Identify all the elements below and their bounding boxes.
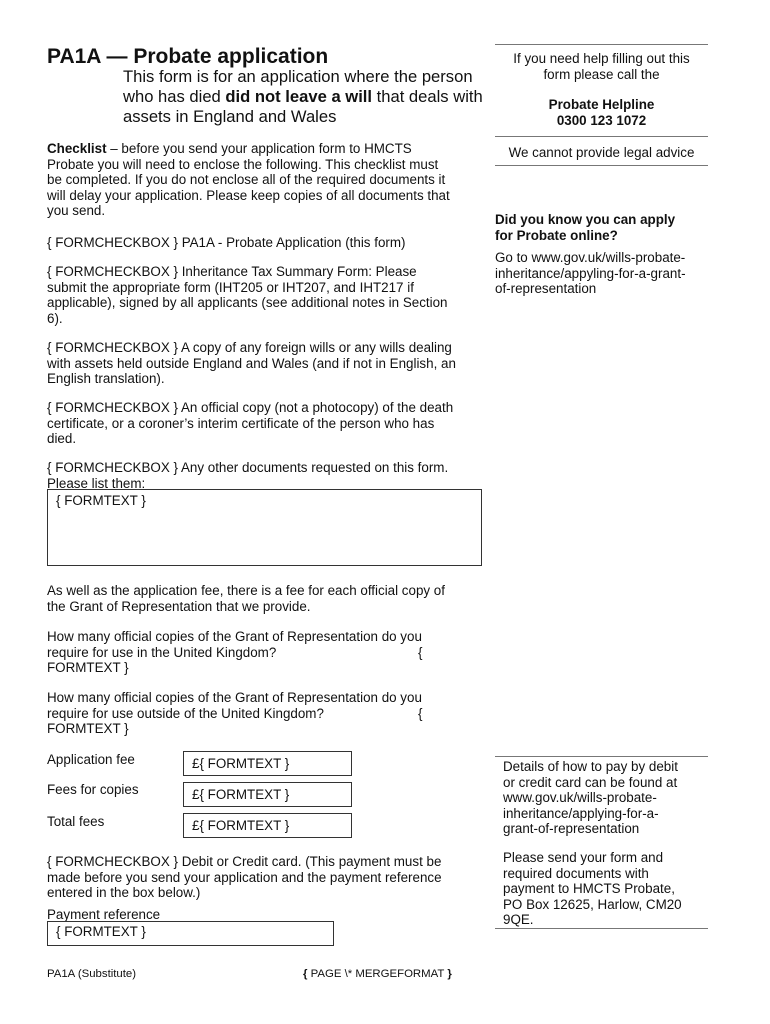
sidebar-divider-low	[495, 165, 708, 166]
checklist-item-text: submit the appropriate form (IHT205 or IHT207, and IHT217 if	[47, 279, 414, 295]
checklist-item-text: Inheritance Tax Summary Form: Please	[177, 264, 417, 279]
send-info	[503, 850, 682, 928]
checklist-item-other-docs[interactable]	[47, 460, 448, 491]
online-heading-1: Did you know you can apply	[495, 212, 676, 227]
pay-text-1: Details of how to pay by debit	[503, 759, 678, 774]
formtext-field: { FORMTEXT }	[56, 493, 146, 508]
checklist-item-text: Please list them:	[47, 475, 146, 491]
online-text-3: of-representation	[495, 281, 597, 297]
checklist-item-text: applicable), signed by all applicants (see additional notes in Section	[47, 295, 448, 311]
checklist-intro-5: you send.	[47, 203, 106, 219]
pay-text-5: grant-of-representation	[503, 821, 640, 837]
formtext-field: { FORMTEXT }	[56, 924, 146, 939]
checklist-item-text: An official copy (not a photocopy) of the death	[177, 400, 454, 415]
checklist-item-text: English translation).	[47, 371, 165, 387]
checklist-item-text: died.	[47, 431, 77, 447]
uk-copies-field-open[interactable]: {	[418, 644, 423, 660]
checkbox-field[interactable]: { FORMCHECKBOX }	[47, 460, 178, 475]
outside-copies-question	[47, 690, 487, 737]
checklist-label: Checklist	[47, 141, 107, 156]
fees-intro	[47, 583, 445, 614]
send-text-5: 9QE.	[503, 912, 534, 928]
footer-page-field	[303, 968, 452, 980]
checkbox-field[interactable]: { FORMCHECKBOX }	[47, 400, 178, 415]
checklist-item-text: A copy of any foreign wills or any wills dealing	[177, 340, 452, 355]
subtitle-part1: This form is for an application where the person who has died	[123, 67, 473, 106]
uk-question-1: How many official copies of the Grant of Representation do you	[47, 629, 422, 644]
checklist-intro-4: will delay your application. Please keep copies of all documents that	[47, 187, 450, 203]
page-title: PA1A — Probate application	[47, 45, 329, 68]
sidebar-divider-bottom	[495, 928, 708, 929]
online-text-2: inheritance/appyling-for-a-grant-	[495, 265, 686, 281]
checklist-item-text: with assets held outside England and Wales (and if not in English, an	[47, 355, 456, 371]
helpline-block	[495, 97, 708, 128]
send-text-4: PO Box 12625, Harlow, CM20	[503, 896, 682, 912]
checkbox-field[interactable]: { FORMCHECKBOX }	[47, 264, 178, 279]
online-heading	[495, 212, 675, 243]
uk-question-2: require for use in the United Kingdom?	[47, 644, 277, 660]
payment-reference-input[interactable]	[47, 921, 334, 946]
other-documents-textarea[interactable]	[47, 489, 482, 566]
outside-question-1: How many official copies of the Grant of Representation do you	[47, 690, 422, 705]
page-subtitle	[123, 67, 503, 127]
help-text	[495, 51, 708, 82]
send-text-2: required documents with	[503, 865, 649, 881]
send-text-3: payment to HMCTS Probate,	[503, 881, 675, 897]
pay-text-3: www.gov.uk/wills-probate-	[503, 790, 657, 806]
application-fee-label: Application fee	[47, 752, 135, 767]
outside-question-2: require for use outside of the United Kingdom?	[47, 705, 324, 721]
sidebar-divider-top	[495, 44, 708, 45]
checklist-item-iht[interactable]	[47, 264, 447, 326]
checklist-item-foreign-wills[interactable]	[47, 340, 456, 387]
pay-text-2: or credit card can be found at	[503, 774, 678, 790]
online-link-text	[495, 250, 686, 297]
fees-intro-1: As well as the application fee, there is a fee for each official copy of	[47, 583, 445, 598]
copies-fee-label: Fees for copies	[47, 782, 139, 797]
no-legal-advice: We cannot provide legal advice	[508, 145, 695, 160]
pay-info	[503, 759, 678, 837]
uk-copies-field[interactable]: FORMTEXT }	[47, 660, 129, 676]
subtitle-part2: that deals with assets in England and Wales	[123, 87, 483, 126]
footer-form-code: PA1A (Substitute)	[47, 968, 137, 980]
uk-copies-question	[47, 629, 487, 676]
help-line-2: form please call the	[543, 66, 660, 82]
send-text-1: Please send your form and	[503, 850, 664, 865]
checklist-item-text: certificate, or a coroner’s interim certificate of the person who has	[47, 415, 435, 431]
checklist-item-text: Any other documents requested on this form.	[177, 460, 449, 475]
checklist-item-text: PA1A - Probate Application (this form)	[177, 235, 406, 250]
page-field-code: PAGE \* MERGEFORMAT	[310, 968, 448, 980]
page-brace-open: {	[303, 968, 311, 980]
helpline-name: Probate Helpline	[548, 97, 655, 112]
checklist-item-pa1a[interactable]	[47, 235, 405, 251]
payment-reference-label: Payment reference	[47, 907, 161, 922]
online-heading-2: for Probate online?	[495, 227, 618, 243]
fees-intro-2: the Grant of Representation that we provide.	[47, 598, 311, 614]
card-text-3: entered in the box below.)	[47, 885, 201, 901]
sidebar-divider-mid	[495, 136, 708, 137]
online-text-1: Go to www.gov.uk/wills-probate-	[495, 250, 686, 265]
outside-copies-field-open[interactable]: {	[418, 705, 423, 721]
checklist-intro-3: be completed. If you do not enclose all of the required documents it	[47, 172, 446, 188]
checklist-item-text: 6).	[47, 310, 63, 326]
checklist-intro-2: Probate you will need to enclose the following. This checklist must	[47, 156, 439, 172]
copies-fee-input[interactable]: £{ FORMTEXT }	[183, 782, 352, 807]
application-fee-input[interactable]: £{ FORMTEXT }	[183, 751, 352, 776]
subtitle-bold: did not leave a will	[225, 87, 373, 106]
checklist-intro	[47, 141, 450, 219]
checklist-intro-1: – before you send your application form to HMCTS	[106, 141, 412, 156]
total-fees-input[interactable]: £{ FORMTEXT }	[183, 813, 352, 838]
card-text-1: Debit or Credit card. (This payment must be	[177, 854, 442, 869]
helpline-number: 0300 123 1072	[556, 112, 647, 128]
checkbox-field[interactable]: { FORMCHECKBOX }	[47, 854, 178, 869]
card-payment-item[interactable]	[47, 854, 442, 901]
card-text-2: made before you send your application and the payment reference	[47, 869, 442, 885]
outside-copies-field[interactable]: FORMTEXT }	[47, 721, 129, 737]
pay-text-4: inheritance/applying-for-a-	[503, 805, 659, 821]
checklist-item-death-cert[interactable]	[47, 400, 453, 447]
sidebar-divider-pay	[495, 756, 708, 757]
help-line-1: If you need help filling out this	[513, 51, 690, 66]
total-fees-label: Total fees	[47, 814, 105, 829]
checkbox-field[interactable]: { FORMCHECKBOX }	[47, 235, 178, 250]
checkbox-field[interactable]: { FORMCHECKBOX }	[47, 340, 178, 355]
page-brace-close: }	[447, 968, 452, 980]
